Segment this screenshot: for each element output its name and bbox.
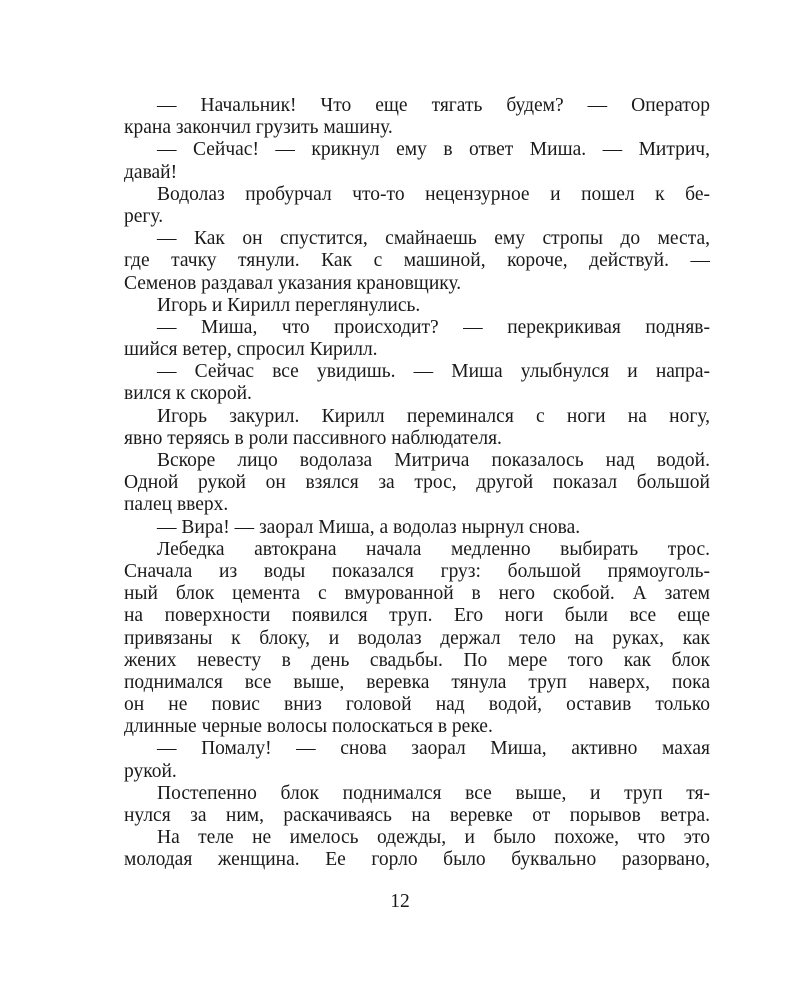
text-line: Сначала из воды показался груз: большой прямоуголь- [124,560,710,582]
text-line: Лебедка автокрана начала медленно выбирать трос. [157,538,710,560]
text-line: На теле не имелось одежды, и было похоже, что это [157,827,710,849]
text-line: молодая женщина. Ее горло было буквально разорвано, [124,849,710,871]
text-line: вился к скорой. [124,383,252,405]
page-number: 12 [390,891,410,912]
text-line: рукой. [124,760,177,782]
text-line: давай! [124,161,178,183]
text-line: — Как он спустится, смайнаешь ему стропы до места, [157,228,710,250]
text-line: Вскоре лицо водолаза Митрича показалось над водой. [157,450,710,471]
text-line: Семенов раздавал указания крановщику. [124,272,462,294]
text-line: где тачку тянули. Как с машиной, короче, действуй. — [124,250,710,272]
text-line: он не повис вниз головой над водой, оставив только [124,694,710,716]
text-line: — Вира! — заорал Миша, а водолаз нырнул снова. [157,516,581,538]
text-line: на поверхности появился труп. Его ноги были все еще [124,605,710,627]
text-line: привязаны к блоку, и водолаз держал тело на руках, как [124,627,710,649]
text-line: Игорь и Кирилл переглянулись. [157,294,421,316]
text-line: Игорь закурил. Кирилл переминался с ноги на ногу, [157,405,710,427]
page-body-text [124,95,710,872]
text-line: нулся за ним, раскачиваясь на веревке от порывов ветра. [124,805,710,826]
text-line: — Миша, что происходит? — перекрикивая подняв- [157,316,710,338]
text-line: Водолаз пробурчал что-то нецензурное и пошел к бе- [157,183,710,205]
text-line: — Сейчас все увидишь. — Миша улыбнулся и напра- [157,361,710,383]
text-line: длинные черные волосы полоскаться в реке. [124,716,493,738]
text-line: — Начальник! Что еще тягать будем? — Оператор [157,95,710,116]
text-line: — Сейчас! — крикнул ему в ответ Миша. — Митрич, [157,139,710,161]
text-line: поднимался все выше, веревка тянула труп наверх, пока [124,671,710,693]
text-line: шийся ветер, спросил Кирилл. [124,339,378,361]
text-line: — Помалу! — снова заорал Миша, активно махая [157,738,710,760]
text-line: палец вверх. [124,494,229,516]
text-line: явно теряясь в роли пассивного наблюдателя. [124,427,502,449]
text-line: жених невесту в день свадьбы. По мере того как блок [124,649,710,671]
text-line: регу. [124,205,164,227]
text-line: Одной рукой он взялся за трос, другой показал большой [124,472,710,494]
text-line: Постепенно блок поднимался все выше, и труп тя- [157,782,710,804]
text-line: ный блок цемента с вмурованной в него скобой. А затем [124,583,710,605]
text-line: крана закончил грузить машину. [124,117,393,139]
